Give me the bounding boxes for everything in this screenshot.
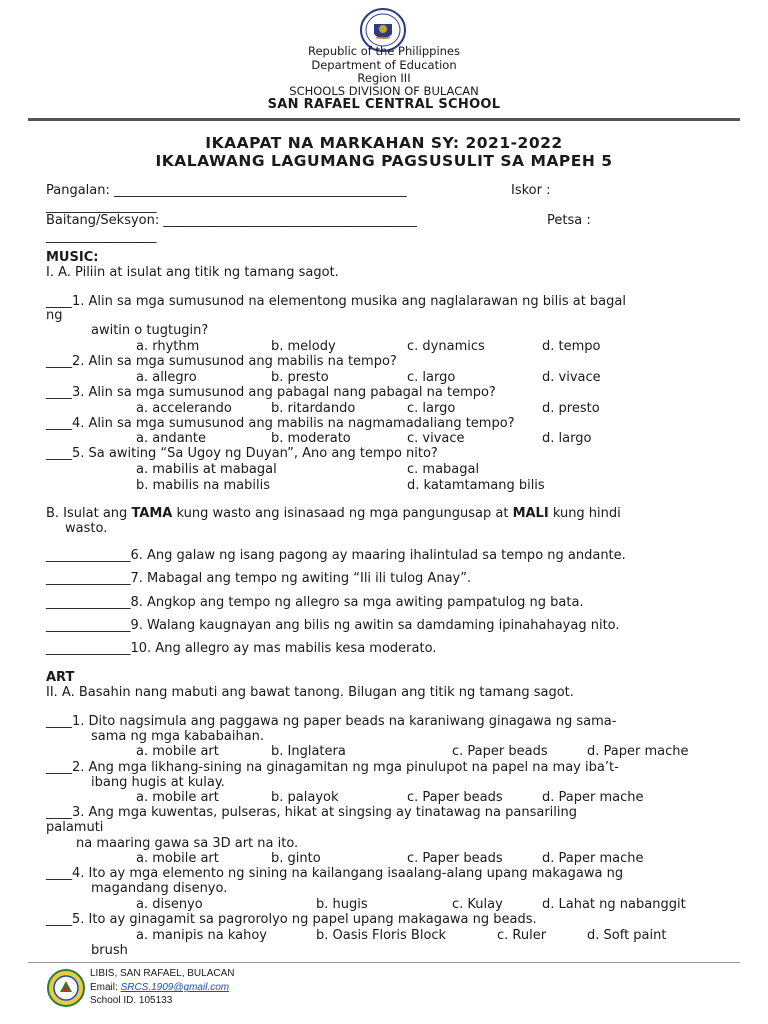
art-q1-choice-c[interactable]: c. Paper beads (452, 744, 548, 759)
music-q2: ____2. Alin sa mga sumusunod ang mabilis na tempo? (46, 354, 397, 369)
art-q2-line2: ibang hugis at kulay. (91, 775, 225, 790)
score-label: Iskor : (511, 183, 551, 198)
header-division: SCHOOLS DIVISION OF BULACAN (289, 84, 479, 98)
header-region: Region III (357, 71, 411, 85)
art-q3-choice-a[interactable]: a. mobile art (136, 851, 219, 866)
art-q4-line1: ____4. Ito ay mga elemento ng sining na kailangang isaalang-alang upang makagawa ng (46, 866, 624, 881)
art-q3-line1: ____3. Ang mga kuwentas, pulseras, hikat at singsing ay tinatawag na pansariling (46, 805, 578, 820)
music-q1-choice-c[interactable]: c. dynamics (407, 339, 485, 354)
music-q2-choice-b[interactable]: b. presto (271, 370, 329, 385)
instruction-b-mid: kung wasto ang isinasaad ng mga pangungusap at (172, 506, 513, 521)
art-q2-choice-d[interactable]: d. Paper mache (542, 790, 644, 805)
school-name: SAN RAFAEL CENTRAL SCHOOL (267, 97, 501, 112)
art-q2-line1: ____2. Ang mga likhang-sining na ginagamitan ng mga pinulupot na papel na may iba’t- (46, 760, 619, 775)
instruction-b-pre: B. Isulat ang (46, 506, 132, 521)
music-q4-choice-a[interactable]: a. andante (136, 431, 206, 446)
music-q5: ____5. Sa awiting “Sa Ugoy ng Duyan”, Ano ang tempo nito? (46, 446, 438, 461)
date-label: Petsa : (547, 213, 591, 228)
art-q1-choice-a[interactable]: a. mobile art (136, 744, 219, 759)
art-q3-choice-c[interactable]: c. Paper beads (407, 851, 503, 866)
footer-school-id: School ID. 105133 (90, 995, 173, 1006)
header-department: Department of Education (311, 58, 457, 72)
art-q1-line2: sama ng mga kababaihan. (91, 729, 265, 744)
footer-divider (28, 962, 740, 963)
music-q3-choice-d[interactable]: d. presto (542, 401, 600, 416)
exam-title-1: IKAAPAT NA MARKAHAN SY: 2021-2022 (205, 134, 563, 152)
music-q3-choice-b[interactable]: b. ritardando (271, 401, 356, 416)
music-q3-choice-c[interactable]: c. largo (407, 401, 456, 416)
date-field[interactable]: _________________ (46, 229, 157, 244)
music-q5-choice-c[interactable]: c. mabagal (407, 462, 480, 477)
instruction-b-mali: MALI (512, 506, 549, 521)
art-q1-line1: ____1. Dito nagsimula ang paggawa ng paper beads na karaniwang ginagawa ng sama- (46, 714, 617, 729)
music-q2-choice-a[interactable]: a. allegro (136, 370, 197, 385)
music-statement-6: _____________6. Ang galaw ng isang pagong ay maaring ihalintulad sa tempo ng andante. (46, 548, 626, 563)
score-field[interactable]: _________________ (46, 199, 157, 214)
art-q3-choice-b[interactable]: b. ginto (271, 851, 321, 866)
footer-address: LIBIS, SAN RAFAEL, BULACAN (90, 968, 235, 979)
art-q5-choice-c[interactable]: c. Ruler (497, 928, 547, 943)
art-q4-choice-a[interactable]: a. disenyo (136, 897, 203, 912)
header-divider (28, 118, 740, 121)
music-q1-choice-b[interactable]: b. melody (271, 339, 336, 354)
music-q5-choice-b[interactable]: b. mabilis na mabilis (136, 478, 270, 493)
footer-email-link[interactable]: SRCS.1909@gmail.com (120, 982, 230, 993)
music-q4-choice-c[interactable]: c. vivace (407, 431, 465, 446)
music-q1-line3: awitin o tugtugin? (91, 323, 209, 338)
music-q3-choice-a[interactable]: a. accelerando (136, 401, 232, 416)
art-q5-choice-d[interactable]: d. Soft paint (587, 928, 667, 943)
music-instruction-b-line2: wasto. (65, 521, 108, 536)
music-q4-choice-d[interactable]: d. largo (542, 431, 592, 446)
art-q3-line2: palamuti (46, 820, 104, 835)
name-field[interactable]: Pangalan: _____________________________________________ (46, 183, 407, 198)
footer-email-label: Email: (90, 982, 121, 993)
music-q4-choice-b[interactable]: b. moderato (271, 431, 351, 446)
art-q3-choice-d[interactable]: d. Paper mache (542, 851, 644, 866)
music-q2-choice-d[interactable]: d. vivace (542, 370, 601, 385)
music-statement-8: _____________8. Angkop ang tempo ng allegro sa mga awiting pampatulog ng bata. (46, 595, 584, 610)
music-instruction-b (46, 506, 621, 521)
music-q1-choice-a[interactable]: a. rhythm (136, 339, 200, 354)
music-statement-7: _____________7. Mabagal ang tempo ng awiting “Ili ili tulog Anay”. (46, 571, 472, 586)
header-republic: Republic of the Philippines (307, 44, 461, 58)
art-q1-choice-b[interactable]: b. Inglatera (271, 744, 346, 759)
music-statement-10: _____________10. Ang allegro ay mas mabilis kesa moderato. (46, 641, 437, 656)
instruction-b-post: kung hindi (548, 506, 621, 521)
music-q1-line1: ____1. Alin sa mga sumusunod na elementong musika ang naglalarawan ng bilis at bagal (46, 294, 626, 309)
instruction-b-tama: TAMA (131, 506, 173, 521)
footer-email (90, 982, 229, 994)
art-q2-choice-b[interactable]: b. palayok (271, 790, 339, 805)
music-instruction-a: I. A. Piliin at isulat ang titik ng tamang sagot. (46, 265, 339, 280)
music-q2-choice-c[interactable]: c. largo (407, 370, 456, 385)
art-q4-choice-b[interactable]: b. hugis (316, 897, 368, 912)
art-q3-line3: na maaring gawa sa 3D art na ito. (76, 836, 299, 851)
art-q4-choice-c[interactable]: c. Kulay (452, 897, 503, 912)
music-q3: ____3. Alin sa mga sumusunod ang pabagal nang pabagal na tempo? (46, 385, 496, 400)
art-heading: ART (46, 670, 75, 685)
art-q2-choice-a[interactable]: a. mobile art (136, 790, 219, 805)
music-q5-choice-a[interactable]: a. mabilis at mabagal (136, 462, 277, 477)
art-q4-choice-d[interactable]: d. Lahat ng nabanggit (542, 897, 686, 912)
music-q1-choice-d[interactable]: d. tempo (542, 339, 601, 354)
art-q2-choice-c[interactable]: c. Paper beads (407, 790, 503, 805)
art-q5-choice-a[interactable]: a. manipis na kahoy (136, 928, 267, 943)
art-q5-line1: ____5. Ito ay ginagamit sa pagrorolyo ng papel upang makagawa ng beads. (46, 912, 537, 927)
music-q5-choice-d[interactable]: d. katamtamang bilis (407, 478, 545, 493)
art-q4-line2: magandang disenyo. (91, 881, 228, 896)
music-q4: ____4. Alin sa mga sumusunod ang mabilis na nagmamadaliang tempo? (46, 416, 515, 431)
music-heading: MUSIC: (46, 250, 99, 265)
art-instruction: II. A. Basahin nang mabuti ang bawat tanong. Bilugan ang titik ng tamang sagot. (46, 685, 574, 700)
art-q5-line3: brush (91, 943, 128, 958)
music-statement-9: _____________9. Walang kaugnayan ang bilis ng awitin sa damdaming ipinahahayag nito. (46, 618, 620, 633)
art-q1-choice-d[interactable]: d. Paper mache (587, 744, 689, 759)
exam-title-2: IKALAWANG LAGUMANG PAGSUSULIT SA MAPEH 5 (155, 152, 613, 170)
music-q1-line2: ng (46, 308, 63, 323)
school-seal-logo (46, 968, 86, 1008)
grade-section-field[interactable]: Baitang/Seksyon: _______________________________________ (46, 213, 417, 228)
art-q5-choice-b[interactable]: b. Oasis Floris Block (316, 928, 447, 943)
